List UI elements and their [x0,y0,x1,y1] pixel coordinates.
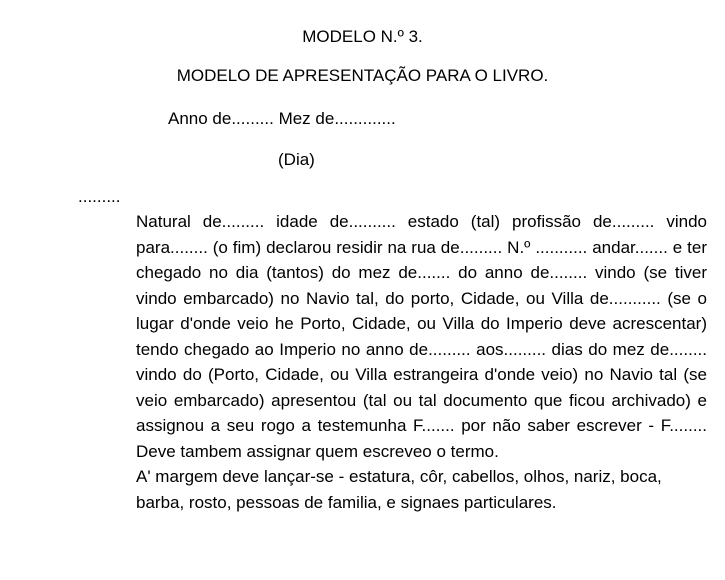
body-paragraph-2: A' margem deve lançar-se - estatura, côr, cabellos, olhos, nariz, boca, barba, rosto, pessoas de familia, e signaes particulares. [136,467,662,512]
document-title: MODELO N.º 3. [302,27,423,46]
body-paragraph-1: Natural de......... idade de.......... estado (tal) profissão de......... vindo para........ (o fim) declarou residir na rua de......... N.º ........... andar....... e ter chegado no dia (tantos) do mez de....... do anno de........ vindo (se tiver vindo embarcado) no Navio tal, do porto, Cidade, ou Villa de........... (se o lugar d'onde veio he Porto, Cidade, ou Villa do Imperio deve acrescentar) tendo chegado ao Imperio no anno de......... aos......... dias do mez de........ vindo do (Porto, Cidade, ou Villa estrangeira d'onde veio) no Navio tal (se veio embarcado) apresentou (tal ou tal documento que ficou archivado) e assignou a seu rogo a testemunha F....... por não saber escrever - F........ Deve tambem assignar quem escreveo o termo. [136,212,707,461]
document-page [0,26,725,580]
document-body [136,209,707,515]
day-label: (Dia) [278,150,315,169]
document-subtitle: MODELO DE APRESENTAÇÃO PARA O LIVRO. [176,66,549,85]
leading-dots: ......... [78,187,121,206]
date-fill-line: Anno de......... Mez de............. [168,109,396,128]
